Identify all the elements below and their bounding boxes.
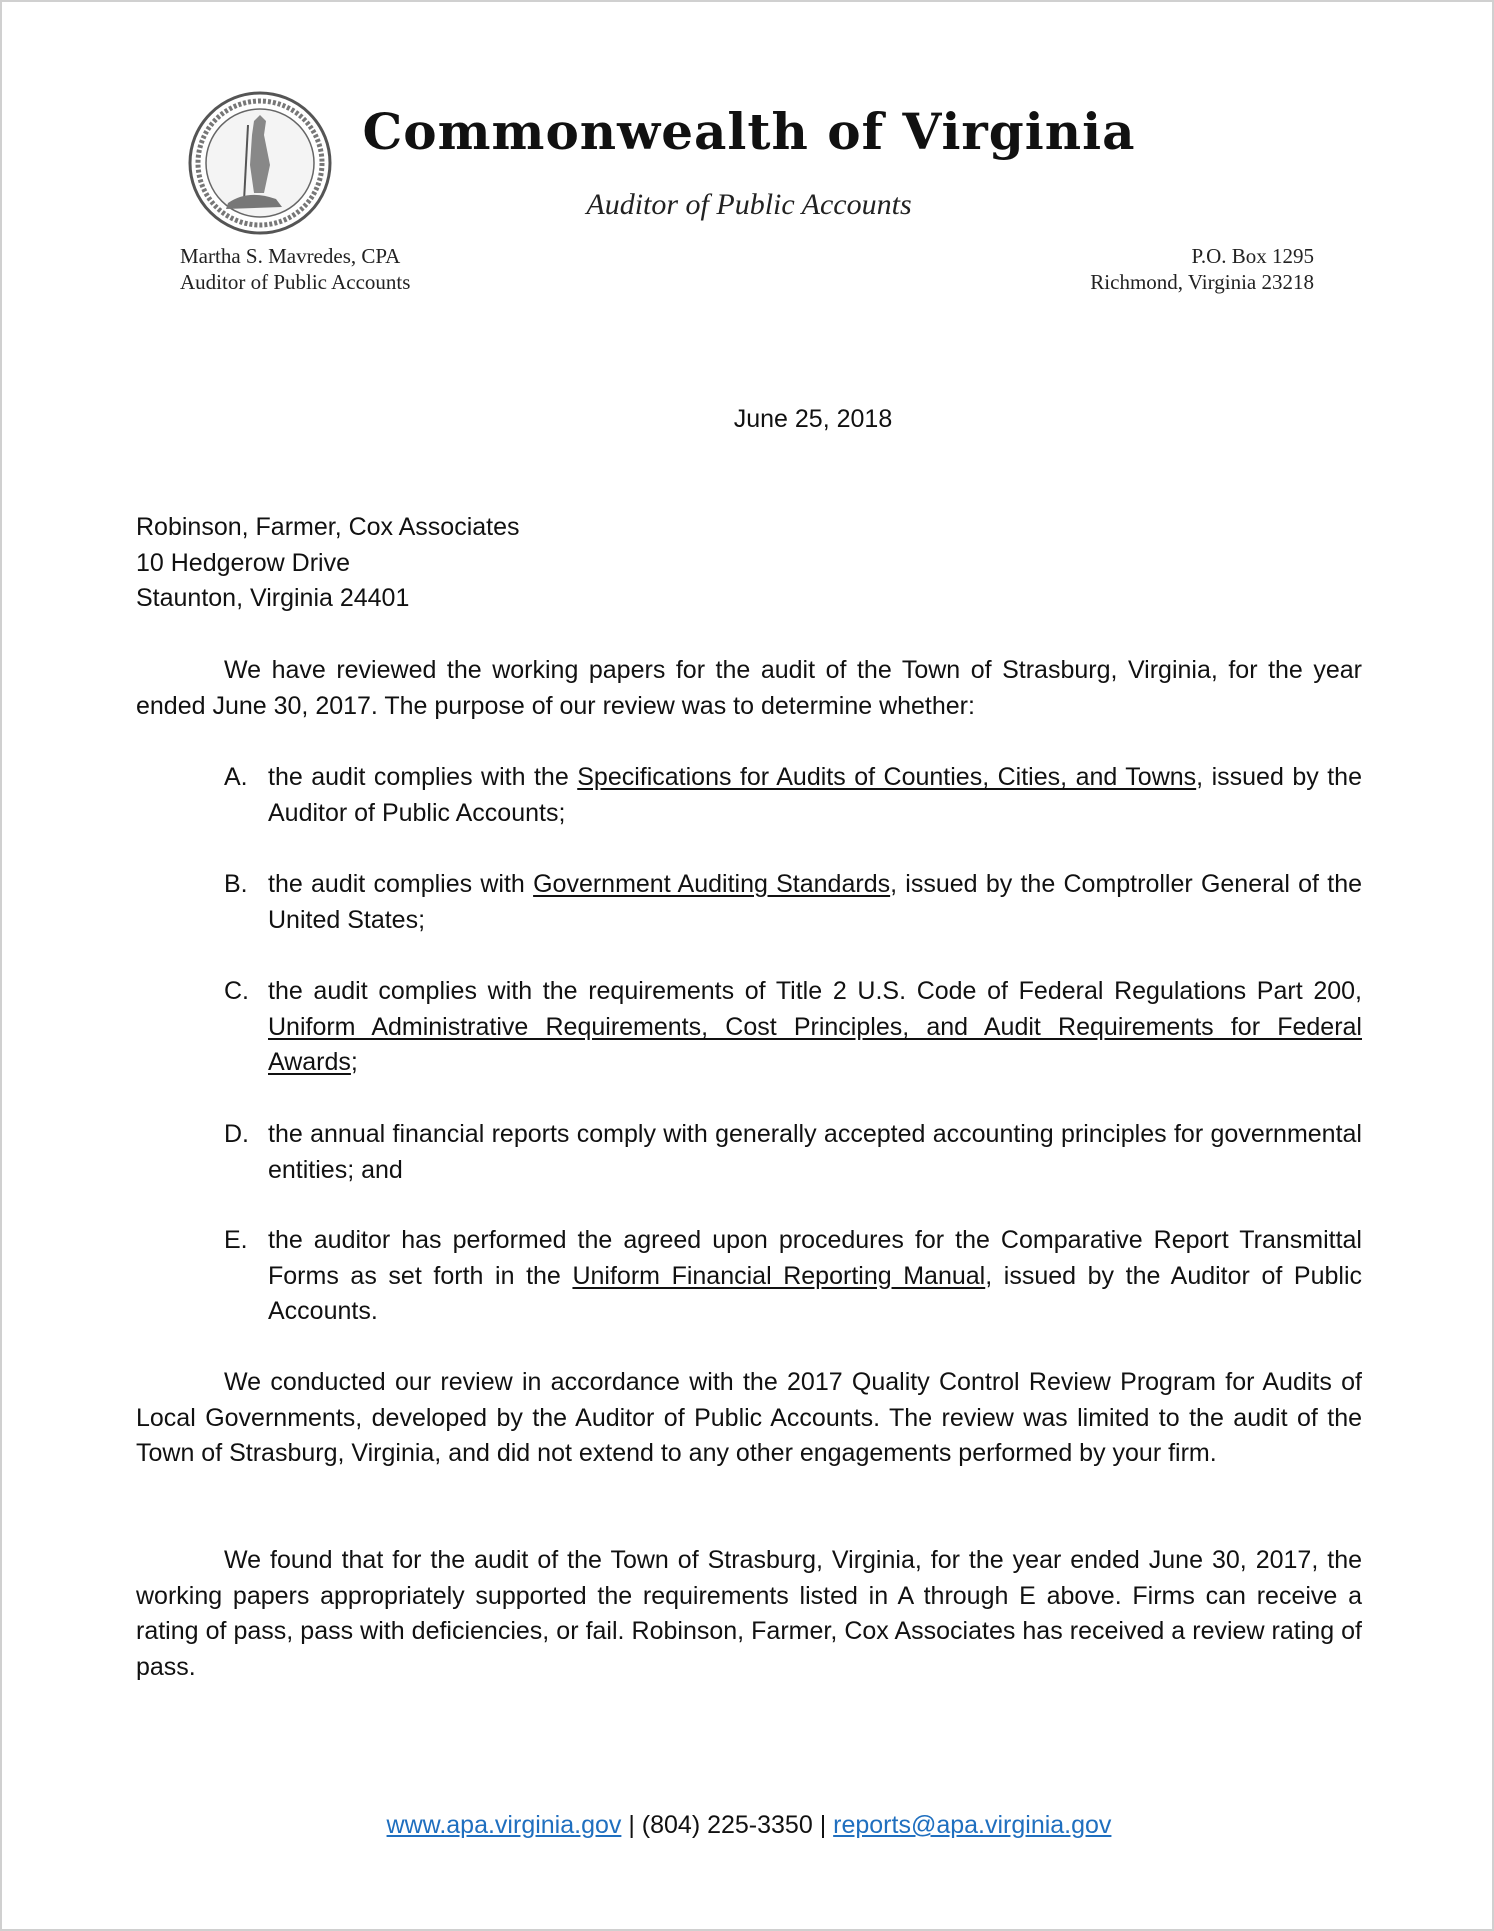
recipient-name: Robinson, Farmer, Cox Associates [136, 513, 520, 541]
list-item-e [224, 1223, 1362, 1330]
auditor-name: Martha S. Mavredes, CPA [180, 244, 401, 268]
item-text: the audit complies with the [268, 763, 578, 791]
list-item-d [224, 1117, 1362, 1188]
recipient-city: Staunton, Virginia 24401 [136, 584, 410, 613]
recipient-street: 10 Hedgerow Drive [136, 548, 350, 577]
item-letter: C. [224, 977, 249, 1005]
separator: | [621, 1811, 642, 1839]
phone-number: (804) 225-3350 [641, 1811, 813, 1839]
review-scope-paragraph: We conducted our review in accordance with the 2017 Quality Control Review Program for Audits of Local Governments, developed by the Auditor of Public Accounts. The review was limited to the audit of the Town of Strasburg, Virginia, and did not extend to any other engagements performed by your firm. [136, 1368, 1362, 1468]
item-text: the audit complies with [268, 870, 534, 898]
item-text: the auditor has performed the agreed upon procedures for the Comparative Report Transmittal Forms as set forth in the [268, 1226, 1362, 1290]
auditor-title: Auditor of Public Accounts [180, 270, 411, 294]
item-text: the audit complies with the requirements of Title 2 U.S. Code of Federal Regulations Part 200, [268, 977, 1362, 1005]
item-text: , issued by the Auditor of Public Accounts; [268, 763, 1362, 827]
document-title: Uniform Financial Reporting Manual [572, 1261, 986, 1290]
list-item-b [224, 867, 1362, 938]
item-letter: B. [224, 870, 248, 898]
document-title: Uniform Administrative Requirements, Cost Principles, and Audit Requirements for Federal Awards [268, 1012, 1362, 1077]
document-title: Government Auditing Standards [533, 870, 891, 898]
po-box: P.O. Box 1295 [1191, 244, 1314, 268]
recipient-address [136, 510, 520, 617]
item-letter: A. [224, 763, 248, 791]
separator: | [812, 1811, 834, 1839]
letterhead-subtitle: Auditor of Public Accounts [586, 188, 912, 221]
footer-contact [2, 1808, 1494, 1844]
item-text: , issued by the Auditor of Public Accounts. [268, 1261, 1363, 1326]
letterhead-title: Commonwealth of Virginia [362, 102, 1136, 161]
email-link[interactable]: reports@apa.virginia.gov [833, 1811, 1112, 1839]
item-letter: D. [224, 1120, 249, 1148]
list-item-a [224, 760, 1362, 831]
item-text: ; [350, 1048, 358, 1077]
item-text: , issued by the Comptroller General of the United States; [268, 870, 1363, 934]
list-item-c [224, 974, 1362, 1081]
auditor-name-block [180, 243, 410, 295]
intro-paragraph: We have reviewed the working papers for the audit of the Town of Strasburg, Virginia, for the year ended June 30, 2017. The purpose of our review was to determine whether: [136, 656, 1362, 720]
document-title: Specifications for Audits of Counties, Cities, and Towns [577, 763, 1197, 791]
city-state-zip: Richmond, Virginia 23218 [1090, 270, 1314, 294]
item-text: the annual financial reports comply with generally accepted accounting principles for governmental entities; and [268, 1120, 1362, 1184]
mailing-address-block [1090, 243, 1314, 295]
item-letter: E. [224, 1226, 248, 1254]
review-result-paragraph: We found that for the audit of the Town of Strasburg, Virginia, for the year ended June 30, 2017, the working papers appropriately supported the requirements listed in A through E above. Firms can receive a rating of pass, pass with deficiencies, or fail. Robinson, Farmer, Cox Associates has received a review rating of pass. [136, 1546, 1362, 1682]
letter-date: June 25, 2018 [733, 405, 893, 433]
website-link[interactable]: www.apa.virginia.gov [386, 1811, 622, 1839]
